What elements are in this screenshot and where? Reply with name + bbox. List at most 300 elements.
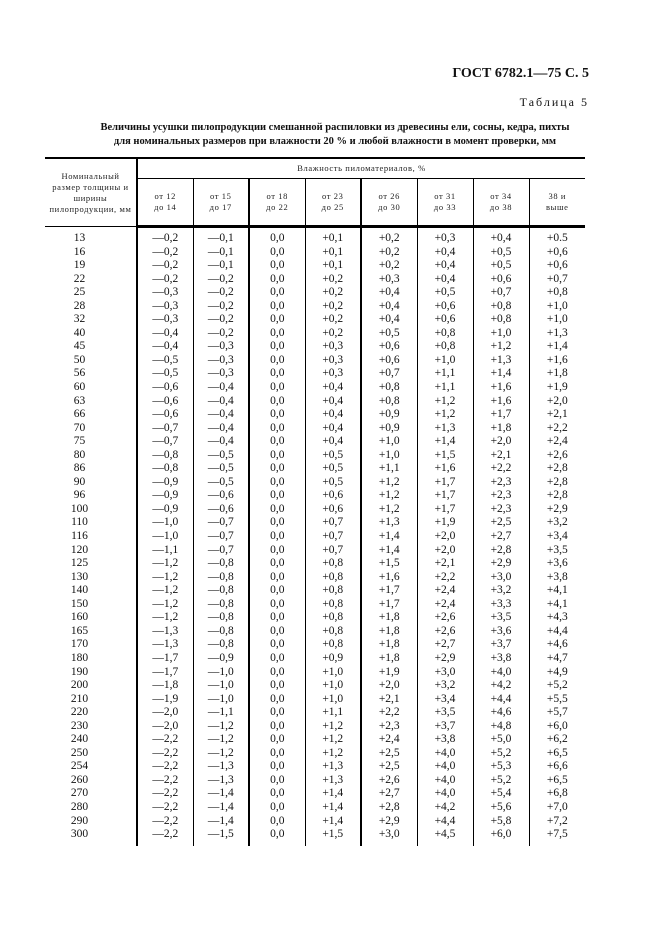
shrinkage-value-cell: +0,4 [417, 259, 473, 273]
shrinkage-value-cell: —1,7 [137, 652, 193, 666]
shrinkage-value-cell: +1,3 [417, 422, 473, 436]
shrinkage-value-cell: +4,5 [417, 828, 473, 846]
nominal-size-cell: 150 [45, 598, 137, 612]
nominal-size-cell: 40 [45, 327, 137, 341]
shrinkage-value-cell: —1,4 [193, 801, 249, 815]
shrinkage-value-cell: +0,5 [361, 327, 417, 341]
shrinkage-value-cell: 0,0 [249, 787, 305, 801]
shrinkage-value-cell: —1,2 [193, 733, 249, 747]
shrinkage-value-cell: 0,0 [249, 530, 305, 544]
shrinkage-value-cell: +0,9 [361, 408, 417, 422]
shrinkage-value-cell: +2,8 [546, 462, 568, 475]
nominal-size-cell: 16 [45, 246, 137, 260]
shrinkage-value-cell: +2,9 [473, 557, 529, 571]
table-number: Таблица 5 [519, 95, 589, 109]
shrinkage-value-cell: +0,7 [305, 544, 361, 558]
table-row [45, 273, 585, 287]
shrinkage-value-cell: —2,2 [137, 760, 193, 774]
shrinkage-value-cell: 0,0 [249, 313, 305, 327]
shrinkage-value-cell: 0,0 [249, 408, 305, 422]
shrinkage-value-cell: +0,2 [305, 300, 361, 314]
shrinkage-value-cell: +1,0 [417, 354, 473, 368]
shrinkage-value-cell: +1,7 [417, 476, 473, 490]
shrinkage-value-cell: 0,0 [249, 666, 305, 680]
shrinkage-value-cell: +2,0 [417, 544, 473, 558]
table-row [45, 706, 585, 720]
shrinkage-value-cell: +2,8 [546, 489, 568, 502]
table-row [45, 625, 585, 639]
nominal-size-cell: 140 [45, 584, 137, 598]
moisture-range-text: 38 и [548, 191, 567, 201]
shrinkage-value-cell: 0,0 [249, 815, 305, 829]
table-row [45, 476, 585, 490]
shrinkage-value-cell: +0,5 [305, 462, 361, 476]
shrinkage-value-cell: +5,4 [473, 787, 529, 801]
shrinkage-value-cell: +1,2 [305, 733, 361, 747]
shrinkage-value-cell: 0,0 [249, 273, 305, 287]
shrinkage-value-cell: +4,9 [546, 665, 568, 678]
shrinkage-value-cell: +4,1 [546, 597, 568, 610]
shrinkage-value-cell: +1,4 [305, 787, 361, 801]
shrinkage-value-cell: —0,8 [193, 598, 249, 612]
shrinkage-value-cell: +0,2 [305, 327, 361, 341]
nominal-size-cell: 32 [45, 313, 137, 327]
nominal-size-cell: 50 [45, 354, 137, 368]
shrinkage-value-cell: +3,0 [361, 828, 417, 846]
shrinkage-value-cell: +0,9 [361, 422, 417, 436]
nominal-size-cell: 66 [45, 408, 137, 422]
shrinkage-value-cell: +0,8 [546, 286, 568, 299]
shrinkage-value-cell: +1,7 [361, 598, 417, 612]
shrinkage-value-cell: —1,0 [193, 693, 249, 707]
shrinkage-value-cell: +0,4 [305, 381, 361, 395]
shrinkage-value-cell: +2,7 [417, 638, 473, 652]
shrinkage-value-cell: +3,0 [417, 666, 473, 680]
shrinkage-value-cell: +1,7 [361, 584, 417, 598]
shrinkage-value-cell: —1,3 [137, 638, 193, 652]
shrinkage-value-cell: +3,8 [473, 652, 529, 666]
shrinkage-value-cell: —0,5 [193, 476, 249, 490]
table-row [45, 611, 585, 625]
nominal-size-cell: 116 [45, 530, 137, 544]
shrinkage-value-cell: +1,9 [417, 516, 473, 530]
shrinkage-value-cell: 0,0 [249, 246, 305, 260]
shrinkage-value-cell: —0,2 [137, 273, 193, 287]
moisture-range-text: до 17 [209, 202, 232, 212]
shrinkage-value-cell: +0,3 [305, 340, 361, 354]
table-row [45, 733, 585, 747]
shrinkage-value-cell: +0,4 [473, 227, 529, 246]
shrinkage-value-cell: 0,0 [249, 544, 305, 558]
shrinkage-value-cell: —0,6 [137, 408, 193, 422]
shrinkage-value-cell: +0,6 [305, 489, 361, 503]
shrinkage-value-cell: —1,3 [193, 760, 249, 774]
shrinkage-value-cell: +0,6 [473, 273, 529, 287]
shrinkage-value-cell: +2,1 [473, 449, 529, 463]
shrinkage-value-cell: —0,3 [193, 340, 249, 354]
shrinkage-value-cell: +1,2 [361, 489, 417, 503]
shrinkage-value-cell: +0,2 [305, 273, 361, 287]
shrinkage-value-cell: —0,8 [193, 638, 249, 652]
table-row [45, 286, 585, 300]
nominal-size-cell: 19 [45, 259, 137, 273]
nominal-size-cell: 130 [45, 571, 137, 585]
shrinkage-value-cell: +5,8 [473, 815, 529, 829]
shrinkage-value-cell: —2,2 [137, 801, 193, 815]
shrinkage-value-cell: +2,5 [361, 747, 417, 761]
table-row [45, 367, 585, 381]
table-row [45, 259, 585, 273]
shrinkage-value-cell: +1,5 [305, 828, 361, 846]
shrinkage-value-cell: 0,0 [249, 381, 305, 395]
shrinkage-value-cell: —1,5 [193, 828, 249, 846]
moisture-range-text: от 15 [210, 191, 232, 201]
shrinkage-value-cell: —0,9 [137, 489, 193, 503]
shrinkage-value-cell: —1,0 [193, 679, 249, 693]
nominal-size-cell: 70 [45, 422, 137, 436]
shrinkage-value-cell: 0,0 [249, 733, 305, 747]
shrinkage-value-cell: +3,6 [473, 625, 529, 639]
table-row [45, 679, 585, 693]
shrinkage-value-cell: —0,5 [137, 367, 193, 381]
nominal-size-header: Номинальный размер толщины и ширины пилопродукции, мм [45, 158, 137, 227]
shrinkage-value-cell: +2,9 [361, 815, 417, 829]
shrinkage-value-cell: 0,0 [249, 720, 305, 734]
shrinkage-value-cell: 0,0 [249, 652, 305, 666]
shrinkage-value-cell: +2,4 [417, 598, 473, 612]
shrinkage-value-cell: —0,2 [193, 273, 249, 287]
shrinkage-value-cell: +0,6 [305, 503, 361, 517]
shrinkage-value-cell: +2,6 [417, 625, 473, 639]
shrinkage-value-cell: —1,2 [193, 720, 249, 734]
shrinkage-value-cell: +0,4 [305, 422, 361, 436]
shrinkage-value-cell: +0,8 [305, 611, 361, 625]
shrinkage-value-cell: +2,0 [417, 530, 473, 544]
nominal-size-cell: 260 [45, 774, 137, 788]
shrinkage-value-cell: +2,6 [546, 448, 568, 461]
shrinkage-value-cell: +1,6 [361, 571, 417, 585]
moisture-range-text: выше [546, 202, 569, 212]
shrinkage-value-cell: +5,2 [546, 679, 568, 692]
shrinkage-value-cell: —1,4 [193, 787, 249, 801]
shrinkage-value-cell: 0,0 [249, 625, 305, 639]
shrinkage-value-cell: +0,4 [417, 246, 473, 260]
shrinkage-value-cell: +0,7 [361, 367, 417, 381]
shrinkage-value-cell: —0,6 [137, 381, 193, 395]
shrinkage-value-cell: +2,4 [417, 584, 473, 598]
shrinkage-value-cell: —0,3 [193, 354, 249, 368]
shrinkage-value-cell: —0,4 [193, 395, 249, 409]
shrinkage-value-cell: +0,7 [546, 272, 568, 285]
shrinkage-value-cell: +2,8 [546, 475, 568, 488]
shrinkage-value-cell: +6,8 [546, 787, 568, 800]
shrinkage-value-cell: —0,7 [137, 435, 193, 449]
shrinkage-value-cell: +1,1 [361, 462, 417, 476]
shrinkage-value-cell: +1,6 [546, 353, 568, 366]
shrinkage-value-cell: +0,1 [305, 259, 361, 273]
table-row [45, 801, 585, 815]
table-row [45, 530, 585, 544]
nominal-size-cell: 160 [45, 611, 137, 625]
shrinkage-value-cell: —0,4 [137, 327, 193, 341]
shrinkage-value-cell: —1,4 [193, 815, 249, 829]
shrinkage-value-cell: 0,0 [249, 679, 305, 693]
shrinkage-value-cell: —0,9 [193, 652, 249, 666]
shrinkage-value-cell: +4,4 [417, 815, 473, 829]
table-row [45, 327, 585, 341]
table-row [45, 227, 585, 246]
nominal-size-cell: 190 [45, 666, 137, 680]
shrinkage-value-cell: +1,8 [361, 638, 417, 652]
shrinkage-value-cell: +2,1 [361, 693, 417, 707]
shrinkage-value-cell: —0,7 [193, 544, 249, 558]
shrinkage-value-cell: +4,2 [417, 801, 473, 815]
table-row [45, 638, 585, 652]
moisture-column-header [529, 179, 585, 227]
shrinkage-value-cell: —0,3 [193, 367, 249, 381]
shrinkage-value-cell: +1,3 [546, 326, 568, 339]
shrinkage-value-cell: +1,0 [361, 435, 417, 449]
shrinkage-value-cell: —0,6 [193, 489, 249, 503]
shrinkage-value-cell: +1,1 [417, 381, 473, 395]
shrinkage-value-cell: —2,2 [137, 733, 193, 747]
shrinkage-value-cell: +0,2 [305, 286, 361, 300]
shrinkage-value-cell: —0,9 [137, 503, 193, 517]
shrinkage-value-cell: +4,4 [473, 693, 529, 707]
shrinkage-value-cell: +1,4 [361, 530, 417, 544]
standard-page-header: ГОСТ 6782.1—75 С. 5 [452, 66, 589, 81]
shrinkage-value-cell: +0,5 [473, 259, 529, 273]
shrinkage-value-cell: +1,0 [305, 693, 361, 707]
shrinkage-value-cell: 0,0 [249, 801, 305, 815]
shrinkage-value-cell: —0,8 [193, 625, 249, 639]
shrinkage-value-cell: +0,2 [361, 259, 417, 273]
shrinkage-value-cell: +3,5 [473, 611, 529, 625]
shrinkage-value-cell: +2,7 [473, 530, 529, 544]
table-row [45, 354, 585, 368]
shrinkage-value-cell: +6,6 [546, 760, 568, 773]
shrinkage-value-cell: +0,7 [305, 516, 361, 530]
shrinkage-value-cell: +3,8 [417, 733, 473, 747]
shrinkage-value-cell: +1,3 [361, 516, 417, 530]
shrinkage-value-cell: —2,2 [137, 815, 193, 829]
shrinkage-value-cell: —0,5 [137, 354, 193, 368]
shrinkage-value-cell: +3,2 [546, 516, 568, 529]
shrinkage-value-cell: +0,6 [546, 259, 568, 272]
nominal-size-cell: 165 [45, 625, 137, 639]
shrinkage-value-cell: +0,6 [361, 340, 417, 354]
shrinkage-value-cell: —0,1 [193, 227, 249, 246]
nominal-size-cell: 90 [45, 476, 137, 490]
shrinkage-value-cell: —0,4 [193, 381, 249, 395]
shrinkage-value-cell: +2,0 [546, 394, 568, 407]
shrinkage-value-cell: +2,4 [361, 733, 417, 747]
shrinkage-table [45, 157, 585, 846]
shrinkage-value-cell: 0,0 [249, 462, 305, 476]
shrinkage-value-cell: +0,8 [361, 395, 417, 409]
shrinkage-value-cell: —0,4 [193, 422, 249, 436]
shrinkage-value-cell: +0,8 [473, 300, 529, 314]
table-row [45, 598, 585, 612]
shrinkage-value-cell: +0,9 [305, 652, 361, 666]
table-row [45, 557, 585, 571]
nominal-size-cell: 270 [45, 787, 137, 801]
table-row [45, 422, 585, 436]
shrinkage-value-cell: +4,1 [546, 584, 568, 597]
shrinkage-value-cell: —0,1 [193, 259, 249, 273]
shrinkage-value-cell: +3,7 [417, 720, 473, 734]
nominal-size-cell: 100 [45, 503, 137, 517]
shrinkage-value-cell: —0,9 [137, 476, 193, 490]
nominal-size-cell: 280 [45, 801, 137, 815]
shrinkage-value-cell: —0,7 [193, 516, 249, 530]
shrinkage-value-cell: +1,8 [361, 625, 417, 639]
shrinkage-value-cell: +1,0 [361, 449, 417, 463]
shrinkage-value-cell: —0,2 [137, 259, 193, 273]
nominal-size-cell: 240 [45, 733, 137, 747]
shrinkage-value-cell: +0,7 [305, 530, 361, 544]
table-row [45, 503, 585, 517]
moisture-range-text: до 38 [489, 202, 513, 212]
nominal-size-cell: 180 [45, 652, 137, 666]
shrinkage-value-cell: +0,8 [305, 557, 361, 571]
shrinkage-value-cell: +6,0 [473, 828, 529, 846]
moisture-range-text: до 30 [378, 202, 401, 212]
shrinkage-value-cell: —1,2 [193, 747, 249, 761]
table-row [45, 774, 585, 788]
table-row [45, 340, 585, 354]
shrinkage-value-cell: +0,4 [305, 395, 361, 409]
shrinkage-value-cell: +2,0 [361, 679, 417, 693]
shrinkage-value-cell: —0,1 [193, 246, 249, 260]
shrinkage-value-cell: +0,8 [361, 381, 417, 395]
shrinkage-value-cell: —1,2 [137, 611, 193, 625]
table-row [45, 300, 585, 314]
shrinkage-value-cell: +2,9 [417, 652, 473, 666]
moisture-range-text: от 23 [322, 191, 344, 201]
shrinkage-value-cell: +0,5 [305, 449, 361, 463]
shrinkage-value-cell: 0,0 [249, 598, 305, 612]
table-row [45, 828, 585, 846]
shrinkage-value-cell: 0,0 [249, 286, 305, 300]
shrinkage-value-cell: —0,4 [193, 435, 249, 449]
shrinkage-value-cell: +0,3 [361, 273, 417, 287]
shrinkage-value-cell: +1,4 [417, 435, 473, 449]
shrinkage-value-cell: +7,5 [546, 828, 568, 841]
shrinkage-value-cell: 0,0 [249, 422, 305, 436]
shrinkage-value-cell: +1,4 [361, 544, 417, 558]
shrinkage-value-cell: +2,6 [361, 774, 417, 788]
shrinkage-value-cell: +2,2 [473, 462, 529, 476]
shrinkage-value-cell: +0,4 [305, 435, 361, 449]
shrinkage-value-cell: +4,6 [473, 706, 529, 720]
shrinkage-value-cell: 0,0 [249, 638, 305, 652]
nominal-size-cell: 200 [45, 679, 137, 693]
moisture-range-text: от 31 [434, 191, 456, 201]
shrinkage-value-cell: —1,3 [193, 774, 249, 788]
shrinkage-value-cell: +1,4 [546, 340, 568, 353]
shrinkage-value-cell: 0,0 [249, 327, 305, 341]
shrinkage-value-cell: +6,5 [546, 746, 568, 759]
table-title [40, 121, 630, 149]
shrinkage-value-cell: +2,0 [473, 435, 529, 449]
shrinkage-value-cell: +4,8 [473, 720, 529, 734]
shrinkage-value-cell: +5,5 [546, 692, 568, 705]
shrinkage-value-cell: +1,5 [361, 557, 417, 571]
shrinkage-value-cell: +3,4 [417, 693, 473, 707]
shrinkage-value-cell: —0,2 [193, 286, 249, 300]
moisture-range-text: до 22 [266, 202, 289, 212]
table-row [45, 435, 585, 449]
shrinkage-value-cell: +2,6 [417, 611, 473, 625]
shrinkage-value-cell: —2,2 [137, 747, 193, 761]
shrinkage-value-cell: +2,9 [546, 502, 568, 515]
shrinkage-value-cell: +1,1 [417, 367, 473, 381]
shrinkage-value-cell: +5,6 [473, 801, 529, 815]
shrinkage-value-cell: +0,8 [305, 584, 361, 598]
shrinkage-value-cell: +3,5 [417, 706, 473, 720]
shrinkage-value-cell: +0,7 [473, 286, 529, 300]
shrinkage-value-cell: +0,8 [305, 625, 361, 639]
shrinkage-value-cell: —1,9 [137, 693, 193, 707]
shrinkage-value-cell: +5,2 [473, 747, 529, 761]
shrinkage-value-cell: +5,7 [546, 706, 568, 719]
table-row [45, 246, 585, 260]
moisture-column-header [473, 179, 529, 227]
shrinkage-value-cell: 0,0 [249, 584, 305, 598]
shrinkage-value-cell: —2,2 [137, 774, 193, 788]
nominal-size-cell: 28 [45, 300, 137, 314]
shrinkage-value-cell: +1,6 [473, 395, 529, 409]
shrinkage-value-cell: —0,6 [193, 503, 249, 517]
table-row [45, 584, 585, 598]
shrinkage-value-cell: +0,8 [305, 598, 361, 612]
shrinkage-value-cell: —1,1 [137, 544, 193, 558]
nominal-size-cell: 63 [45, 395, 137, 409]
shrinkage-value-cell: —0,3 [137, 286, 193, 300]
shrinkage-value-cell: 0,0 [249, 259, 305, 273]
shrinkage-value-cell: +1,0 [546, 299, 568, 312]
table-row [45, 381, 585, 395]
shrinkage-value-cell: —0,8 [137, 449, 193, 463]
shrinkage-value-cell: +1,9 [546, 381, 568, 394]
shrinkage-value-cell: 0,0 [249, 774, 305, 788]
shrinkage-value-cell: +1,0 [305, 666, 361, 680]
shrinkage-value-cell: +1,0 [473, 327, 529, 341]
shrinkage-value-cell: +4,0 [417, 760, 473, 774]
shrinkage-value-cell: +1,2 [305, 720, 361, 734]
nominal-size-cell: 96 [45, 489, 137, 503]
shrinkage-value-cell: +1,2 [473, 340, 529, 354]
moisture-range-text: от 18 [266, 191, 288, 201]
nominal-size-cell: 250 [45, 747, 137, 761]
shrinkage-value-cell: 0,0 [249, 367, 305, 381]
shrinkage-value-cell: +0,1 [305, 246, 361, 260]
shrinkage-value-cell: 0,0 [249, 611, 305, 625]
shrinkage-value-cell: +4,0 [473, 666, 529, 680]
shrinkage-value-cell: —1,0 [193, 666, 249, 680]
shrinkage-value-cell: —1,3 [137, 625, 193, 639]
shrinkage-value-cell: +2,7 [361, 787, 417, 801]
shrinkage-value-cell: —0,8 [193, 584, 249, 598]
table-row [45, 516, 585, 530]
shrinkage-value-cell: —0,7 [193, 530, 249, 544]
shrinkage-value-cell: +1,8 [473, 422, 529, 436]
shrinkage-value-cell: +7,2 [546, 814, 568, 827]
shrinkage-value-cell: +2,5 [361, 760, 417, 774]
shrinkage-value-cell: +1,4 [473, 367, 529, 381]
shrinkage-value-cell: 0,0 [249, 516, 305, 530]
